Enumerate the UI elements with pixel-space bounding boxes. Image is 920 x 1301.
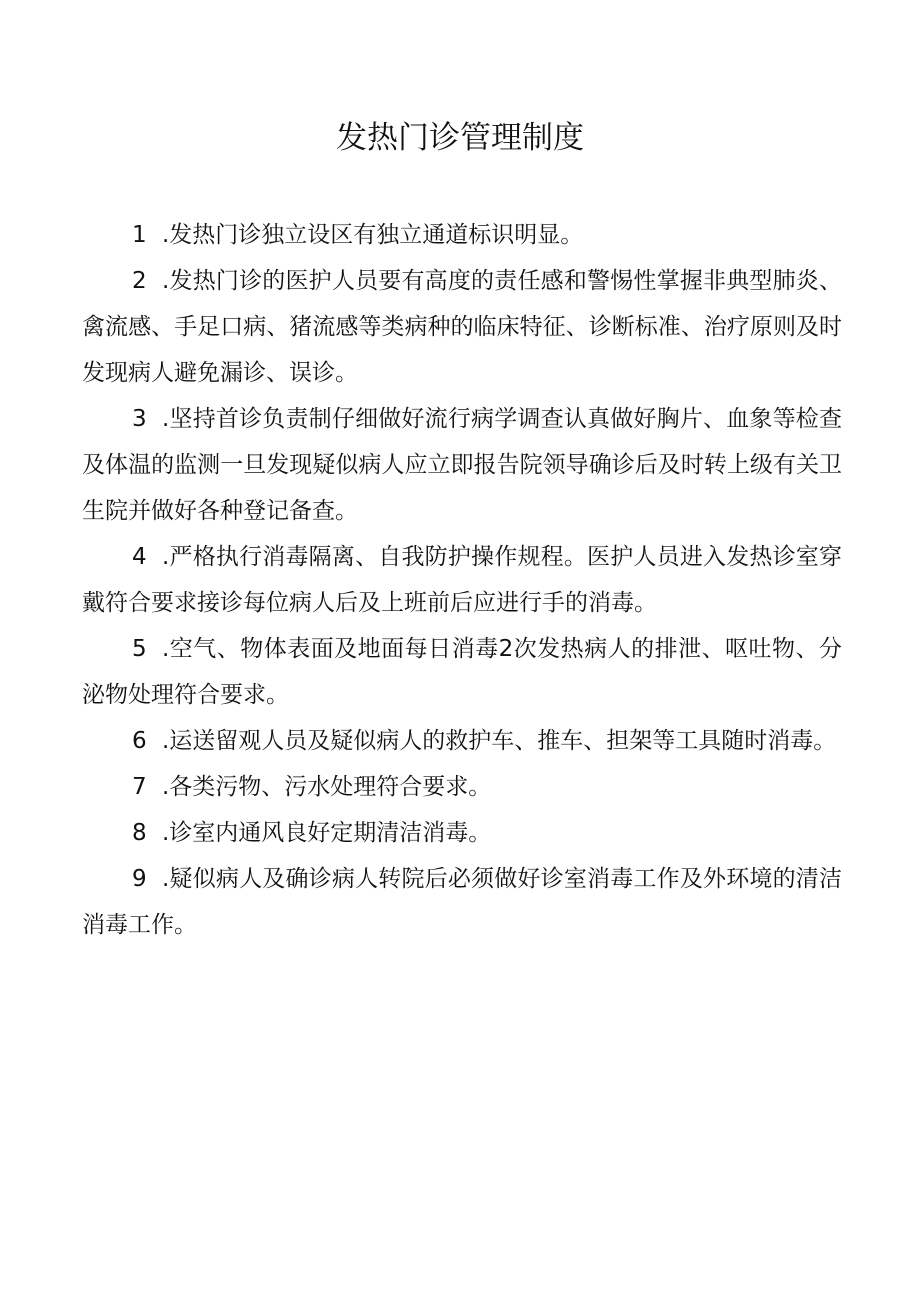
rule-item-2: [82, 258, 842, 396]
rule-item-5: [82, 626, 842, 718]
rule-item-7: [82, 764, 842, 810]
rule-number: 2: [132, 268, 147, 294]
rule-text: .空气、物体表面及地面每日消毒2次发热病人的排泄、呕吐物、分泌物处理符合要求。: [82, 636, 842, 708]
rule-number: 4: [132, 544, 147, 570]
rule-text: .发热门诊独立设区有独立通道标识明显。: [162, 222, 584, 248]
rule-item-8: [82, 810, 842, 856]
rule-number: 3: [132, 406, 147, 432]
rule-text: .坚持首诊负责制仔细做好流行病学调查认真做好胸片、血象等检查及体温的监测一旦发现疑似病人应立即报告院领导确诊后及时转上级有关卫生院并做好各种登记备查。: [82, 406, 842, 524]
rule-item-3: [82, 396, 842, 534]
rule-text: .疑似病人及确诊病人转院后必须做好诊室消毒工作及外环境的清洁消毒工作。: [82, 866, 842, 938]
rule-text: .运送留观人员及疑似病人的救护车、推车、担架等工具随时消毒。: [162, 728, 837, 754]
rule-text: .严格执行消毒隔离、自我防护操作规程。医护人员进入发热诊室穿戴符合要求接诊每位病人后及上班前后应进行手的消毒。: [82, 544, 842, 616]
rule-item-4: [82, 534, 842, 626]
document-body: [82, 212, 842, 948]
rule-number: 1: [132, 222, 147, 248]
rule-number: 9: [132, 866, 147, 892]
rule-number: 5: [132, 636, 147, 662]
rule-text: .发热门诊的医护人员要有高度的责任感和警惕性掌握非典型肺炎、禽流感、手足口病、猪流感等类病种的临床特征、诊断标准、治疗原则及时发现病人避免漏诊、误诊。: [82, 268, 842, 386]
rule-number: 8: [132, 820, 147, 846]
rule-text: .诊室内通风良好定期清洁消毒。: [162, 820, 492, 846]
document-title: 发热门诊管理制度: [336, 120, 584, 156]
rule-item-6: [82, 718, 842, 764]
rule-item-1: [82, 212, 842, 258]
rule-number: 7: [132, 774, 147, 800]
rule-text: .各类污物、污水处理符合要求。: [162, 774, 492, 800]
rule-number: 6: [132, 728, 147, 754]
rule-item-9: [82, 856, 842, 948]
